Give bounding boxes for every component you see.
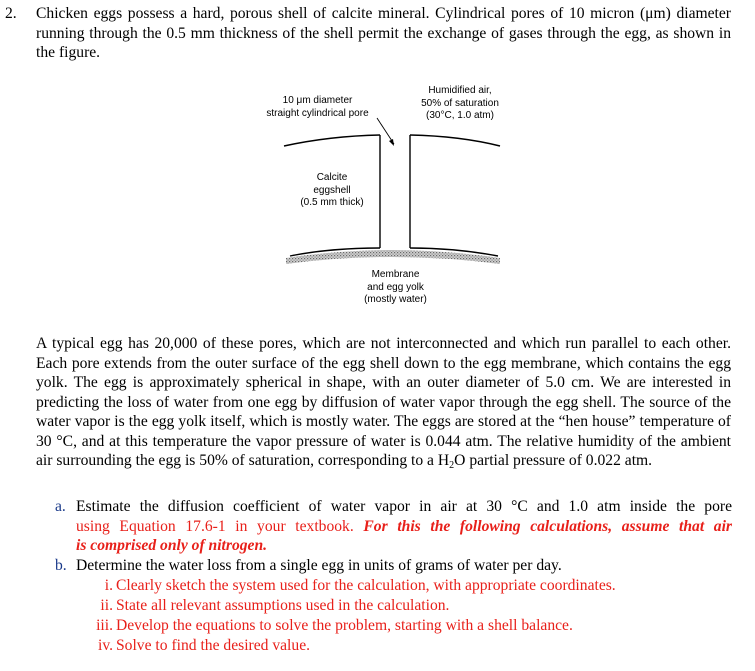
problem-body: A typical egg has 20,000 of these pores, which are not interconnected and which run parallel to each other. Each pore extends from the outer surface of the egg shell down to the egg membrane, which contains the egg yolk. The egg is approximately spherical in shape, with an outer diameter of 5.0 cm. We are interested in predicting the loss of water from one egg by diffusion of water vapor through the egg shell. The source of the water vapor is the egg yolk itself, which is mostly water. The eggs are stored at the “hen house” temperature of 30 °C, and at this temperature the vapor pressure of water is 0.044 atm. The relative humidity of the ambient air surrounding the egg is 50% of saturation, corresponding to a $H_2O$ partial pressure of 0.022 atm. bbox=[36, 335, 731, 471]
part-a-marker: a. bbox=[55, 498, 66, 515]
pore-label: 10 μm diameter straight cylindrical pore bbox=[266, 95, 369, 119]
problem-intro: Chicken eggs possess a hard, porous shell of calcite mineral. Cylindrical pores of 10 micron (μm) diameter running through the 0.5 mm thickness of the shell permit the exchange of gases through the egg, as shown in the figure. bbox=[36, 5, 731, 61]
item-iv-marker: iv. bbox=[97, 637, 113, 654]
outer-surface-right bbox=[410, 135, 500, 146]
air-label: Humidified air, 50% of saturation (30°C, 1.0 atm) bbox=[421, 85, 499, 121]
part-b-text: Determine the water loss from a single egg in units of grams of water per day. bbox=[76, 557, 562, 574]
item-iv-text: Solve to find the desired value. bbox=[116, 637, 311, 654]
pore-pointer-arrowhead bbox=[389, 139, 394, 146]
problem-number: 2. bbox=[5, 5, 17, 22]
shell-label: Calcite eggshell (0.5 mm thick) bbox=[300, 172, 364, 208]
item-iii-marker: iii. bbox=[96, 617, 113, 634]
item-iii-text: Develop the equations to solve the problem, starting with a shell balance. bbox=[116, 617, 573, 634]
eggshell-pore-figure bbox=[250, 78, 520, 308]
item-ii-marker: ii. bbox=[100, 597, 113, 614]
part-b-marker: b. bbox=[55, 557, 67, 574]
item-i-text: Clearly sketch the system used for the calculation, with appropriate coordinates. bbox=[116, 577, 616, 594]
part-a-text: Estimate the diffusion coefficient of water vapor in air at 30 °C and 1.0 atm inside the pore using Equation 17.6-1 in your textbook. For this the following calculations, assume that air is comprised only of nitrogen. bbox=[76, 498, 733, 554]
outer-surface-left bbox=[284, 135, 380, 146]
item-ii-text: State all relevant assumptions used in the calculation. bbox=[116, 597, 450, 614]
membrane-label: Membrane and egg yolk (mostly water) bbox=[364, 269, 427, 305]
item-i-marker: i. bbox=[104, 577, 113, 594]
